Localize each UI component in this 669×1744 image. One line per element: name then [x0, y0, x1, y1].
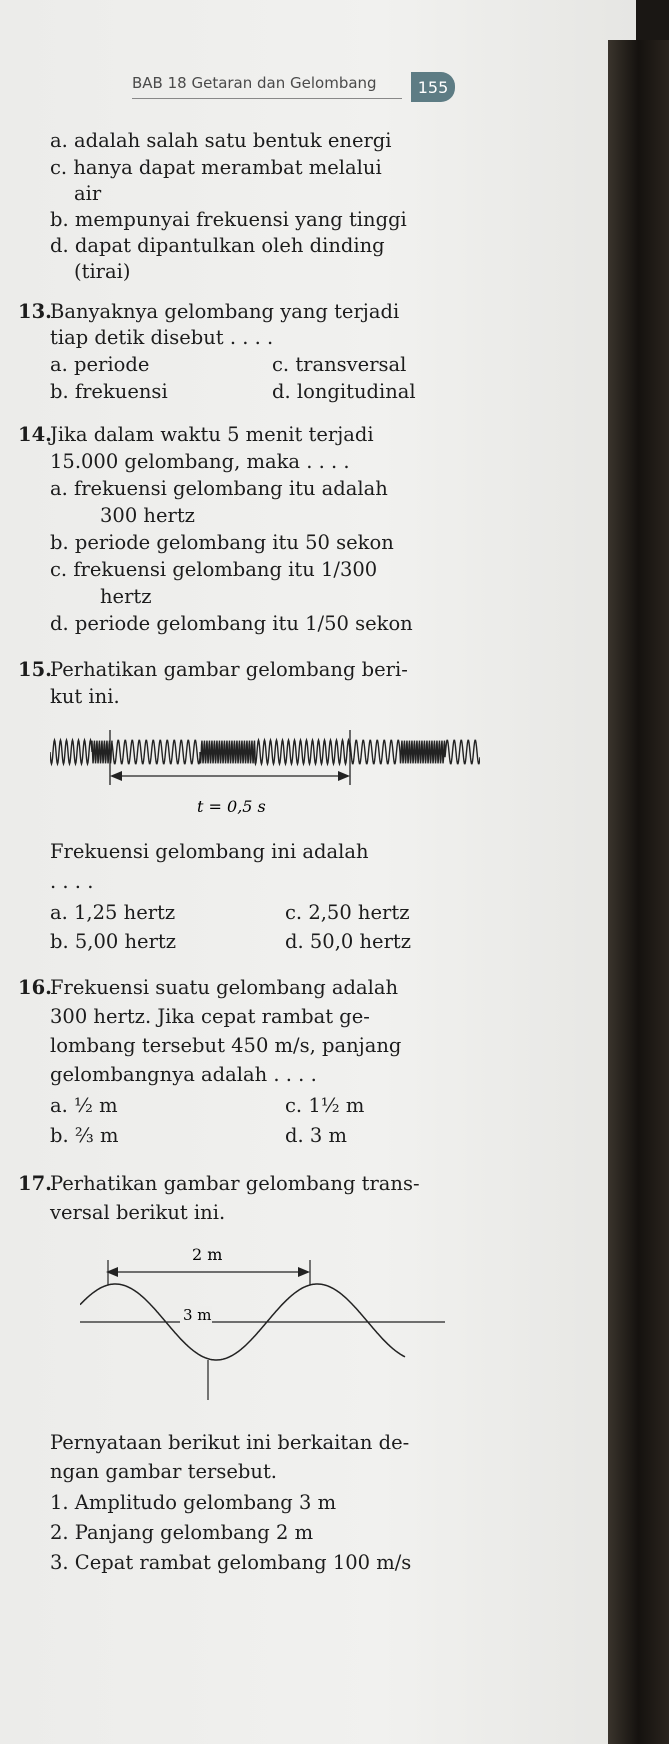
- q16-option-a: a. ½ m: [50, 1094, 118, 1117]
- q15-option-a: a. 1,25 hertz: [50, 901, 176, 924]
- chapter-header: BAB 18 Getaran dan Gelombang: [132, 74, 377, 92]
- q15-option-d: d. 50,0 hertz: [285, 930, 412, 953]
- q17-line-2: versal berikut ini.: [50, 1201, 226, 1224]
- q16-line-4: gelombangnya adalah . . . .: [50, 1063, 317, 1086]
- q17-distance-label: 3 m: [183, 1306, 212, 1324]
- q12-option-a: a. adalah salah satu bentuk energi: [50, 129, 392, 152]
- q15-wave-figure: [50, 730, 480, 820]
- header-rule: [132, 98, 402, 99]
- page-number-badge: 155: [411, 72, 455, 102]
- q14-number: 14.: [18, 423, 52, 446]
- q14-line-2: 15.000 gelombang, maka . . . .: [50, 450, 350, 473]
- q16-option-d: d. 3 m: [285, 1124, 347, 1147]
- q15-number: 15.: [18, 658, 52, 681]
- q15-option-b: b. 5,00 hertz: [50, 930, 177, 953]
- q15-stem-2: . . . .: [50, 870, 94, 893]
- q12-option-b: b. mempunyai frekuensi yang tinggi: [50, 208, 407, 231]
- q16-number: 16.: [18, 976, 52, 999]
- q16-line-3: lombang tersebut 450 m/s, panjang: [50, 1034, 402, 1057]
- q13-number: 13.: [18, 300, 52, 323]
- page-edge-shadow: [608, 40, 669, 1744]
- q15-option-c: c. 2,50 hertz: [285, 901, 410, 924]
- q13-option-a: a. periode: [50, 353, 150, 376]
- q17-stem-2: ngan gambar tersebut.: [50, 1460, 277, 1483]
- q14-option-a: a. frekuensi gelombang itu adalah: [50, 477, 388, 500]
- q16-line-1: Frekuensi suatu gelombang adalah: [50, 976, 399, 999]
- q15-line-1: Perhatikan gambar gelombang beri-: [50, 658, 408, 681]
- q16-option-b: b. ⅔ m: [50, 1124, 119, 1147]
- q13-option-c: c. transversal: [272, 353, 407, 376]
- q17-length-label: 2 m: [192, 1245, 223, 1264]
- q16-line-2: 300 hertz. Jika cepat rambat ge-: [50, 1005, 370, 1028]
- q17-statement-2: 2. Panjang gelombang 2 m: [50, 1521, 314, 1544]
- q14-option-c-cont: hertz: [100, 585, 152, 608]
- q12-option-c-cont: air: [74, 182, 102, 205]
- q13-option-b: b. frekuensi: [50, 380, 168, 403]
- q12-option-d: d. dapat dipantulkan oleh dinding: [50, 234, 385, 257]
- q17-wave-figure: [80, 1240, 450, 1400]
- q17-statement-1: 1. Amplitudo gelombang 3 m: [50, 1491, 337, 1514]
- q17-line-1: Perhatikan gambar gelombang trans-: [50, 1172, 420, 1195]
- q17-number: 17.: [18, 1172, 52, 1195]
- q16-option-c: c. 1½ m: [285, 1094, 365, 1117]
- q12-option-c: c. hanya dapat merambat melalui: [50, 156, 382, 179]
- q14-option-a-cont: 300 hertz: [100, 504, 195, 527]
- q15-stem-1: Frekuensi gelombang ini adalah: [50, 840, 369, 863]
- q15-line-2: kut ini.: [50, 685, 120, 708]
- q14-option-c: c. frekuensi gelombang itu 1/300: [50, 558, 378, 581]
- q13-line-1: Banyaknya gelombang yang terjadi: [50, 300, 400, 323]
- q14-line-1: Jika dalam waktu 5 menit terjadi: [50, 423, 374, 446]
- q14-option-d: d. periode gelombang itu 1/50 sekon: [50, 612, 413, 635]
- q17-stem-1: Pernyataan berikut ini berkaitan de-: [50, 1431, 410, 1454]
- q15-time-label: t = 0,5 s: [197, 797, 266, 816]
- q14-option-b: b. periode gelombang itu 50 sekon: [50, 531, 394, 554]
- q17-statement-3: 3. Cepat rambat gelombang 100 m/s: [50, 1551, 412, 1574]
- q13-line-2: tiap detik disebut . . . .: [50, 326, 274, 349]
- q13-option-d: d. longitudinal: [272, 380, 416, 403]
- q12-option-d-cont: (tirai): [74, 260, 131, 283]
